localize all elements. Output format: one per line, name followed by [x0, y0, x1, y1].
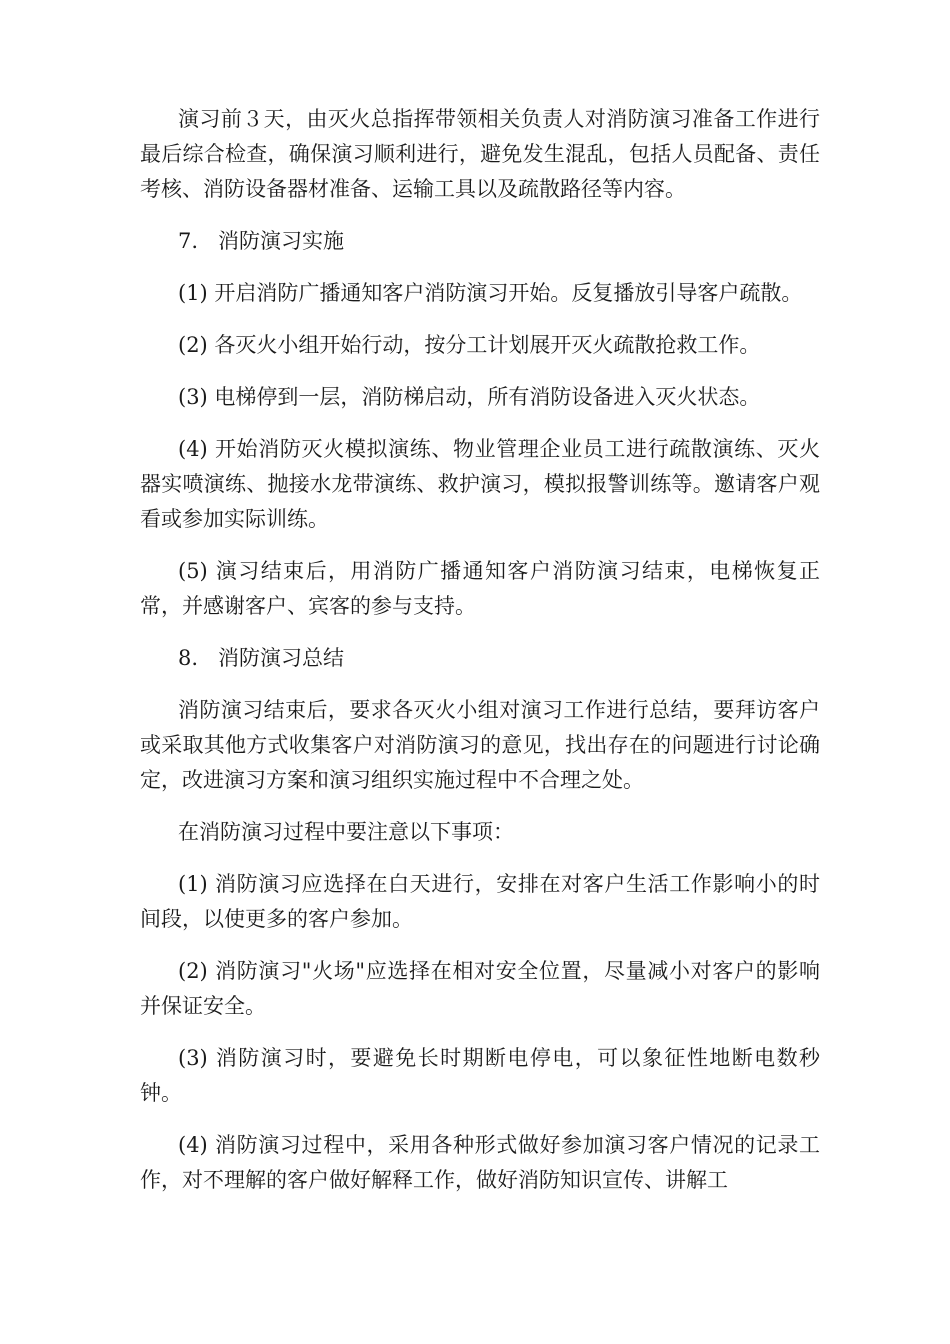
list-item: (4) 消防演习过程中，采用各种形式做好参加演习客户情况的记录工作，对不理解的客户做好解释工作，做好消防知识宣传、讲解工: [140, 1133, 820, 1192]
paragraph-notes-intro: 在消防演习过程中要注意以下事项：: [178, 820, 514, 844]
list-item: (2) 各灭火小组开始行动，按分工计划展开灭火疏散抢救工作。: [178, 333, 761, 357]
list-item: (3) 消防演习时，要避免长时期断电停电，可以象征性地断电数秒钟。: [140, 1046, 820, 1105]
section-heading-8: [140, 641, 820, 676]
document-body: [140, 102, 820, 1215]
paragraph-summary: 消防演习结束后，要求各灭火小组对演习工作进行总结，要拜访客户或采取其他方式收集客户对消防演习的意见，找出存在的问题进行讨论确定，改进演习方案和演习组织实施过程中不合理之处。: [140, 698, 820, 792]
list-item: (4) 开始消防灭火模拟演练、物业管理企业员工进行疏散演练、灭火器实喷演练、抛接水龙带演练、救护演习，模拟报警训练等。邀请客户观看或参加实际训练。: [140, 437, 820, 531]
section-title: 消防演习实施: [218, 229, 344, 253]
list-item: (1) 消防演习应选择在白天进行，安排在对客户生活工作影响小的时间段，以使更多的客户参加。: [140, 872, 820, 931]
section-number: 7.: [178, 229, 199, 253]
section-title: 消防演习总结: [218, 646, 344, 670]
section-number: 8.: [178, 646, 199, 670]
section-heading-7: [140, 224, 820, 259]
list-item: (2) 消防演习"火场"应选择在相对安全位置，尽量减小对客户的影响并保证安全。: [140, 959, 820, 1018]
list-item: (5) 演习结束后，用消防广播通知客户消防演习结束，电梯恢复正常，并感谢客户、宾客的参与支持。: [140, 559, 820, 618]
list-item: (3) 电梯停到一层，消防梯启动，所有消防设备进入灭火状态。: [178, 385, 761, 409]
paragraph-drill-prep: 演习前３天，由灭火总指挥带领相关负责人对消防演习准备工作进行最后综合检查，确保演习顺利进行，避免发生混乱，包括人员配备、责任考核、消防设备器材准备、运输工具以及疏散路径等内容。: [140, 107, 820, 201]
list-item: (1) 开启消防广播通知客户消防演习开始。反复播放引导客户疏散。: [178, 281, 803, 305]
